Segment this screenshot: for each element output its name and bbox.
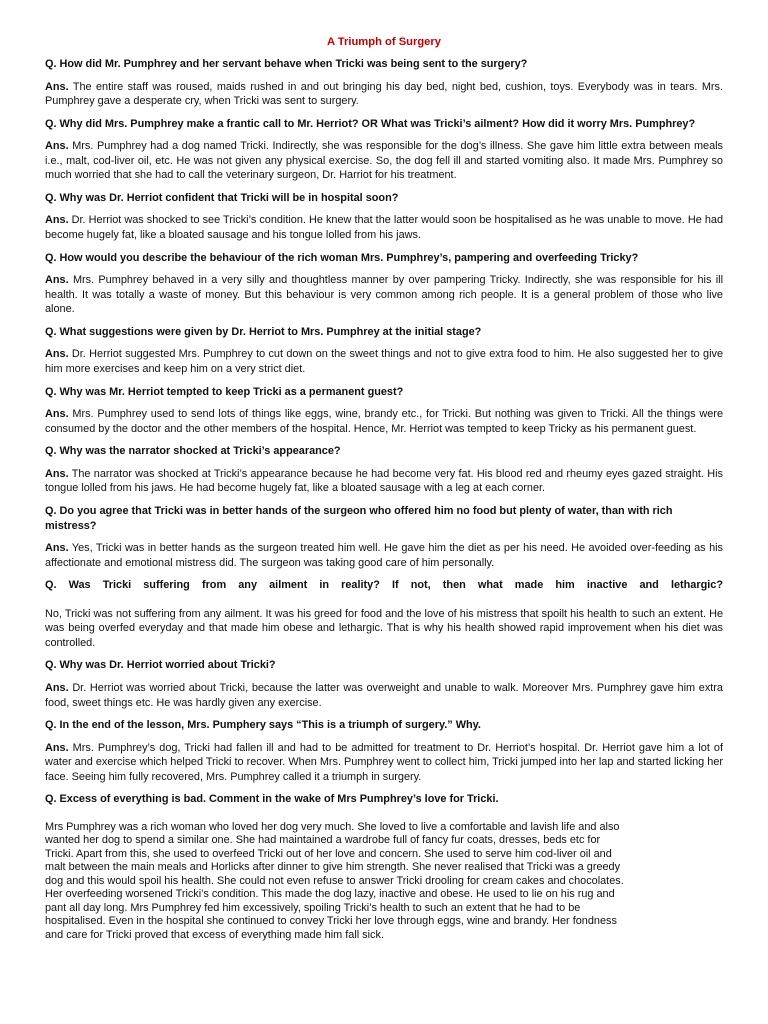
question: Q. How would you describe the behaviour of the rich woman Mrs. Pumphrey’s, pampering and overfeeding Tricky? [45, 251, 639, 264]
answer-text: Dr. Herriot suggested Mrs. Pumphrey to cut down on the sweet things and not to give extra food to him. He also suggested her to give him more exercises and keep him on a very strict diet. [45, 348, 723, 376]
answer-text: Mrs. Pumphrey behaved in a very silly and thoughtless manner by over pampering Tricky. Indirectly, she was responsible for his ill health. It was totally a waste of money. But this behaviour is very common among rich people. It is a general problem of those who live alone. [45, 274, 723, 316]
answer-text: Yes, Tricki was in better hands as the surgeon treated him well. He gave him the diet as per his need. He avoided over-feeding as his affectionate and emotional mistress did. The surgeon was taking good care of him personally. [45, 542, 723, 569]
answer [45, 741, 723, 785]
answer-line: malt between the main meals and Horlicks after dinner to give him strength. She never realised that Tricki was a greedy [45, 861, 621, 874]
qa-block-2 [45, 117, 723, 183]
answer-text: Mrs. Pumphrey’s dog, Tricki had fallen ill and had to be admitted for treatment to Dr. Herriot’s hospital. Dr. Herriot gave him a lot of water and exercise which helped Tricki to recover. When Mrs. Pumphrey went to collect him, Tricki jumped into her lap and started licking her face. Seeing him fully recovered, Mrs. Pumphrey called it a triumph in surgery. [45, 741, 723, 783]
question: Q. Why was Dr. Herriot confident that Tricki will be in hospital soon? [45, 191, 399, 204]
qa-block-9 [45, 578, 723, 650]
answer [45, 467, 723, 496]
qa-block-3 [45, 191, 723, 243]
question: Q. Excess of everything is bad. Comment in the wake of Mrs Pumphrey’s love for Tricki. [45, 793, 499, 806]
answer [45, 139, 723, 183]
question: Q. Why did Mrs. Pumphrey make a frantic call to Mr. Herriot? OR What was Tricki’s ailment? How did it worry Mrs. Pumphrey? [45, 117, 696, 130]
document-title: A Triumph of Surgery [327, 36, 441, 48]
qa-block-6 [45, 385, 723, 437]
answer [45, 541, 723, 570]
answer-label: Ans. [45, 348, 69, 361]
question: Q. Do you agree that Tricki was in better hands of the surgeon who offered him no food but plenty of water, than with rich mistress? [45, 505, 673, 532]
answer-label: Ans. [45, 274, 69, 287]
answer-text: Dr. Herriot was shocked to see Tricki’s condition. He knew that the latter would soon be hospitalised as he was unable to move. He had become hugely fat, like a bloated sausage and his tongue lolled from his jaws. [45, 214, 723, 242]
question: Q. In the end of the lesson, Mrs. Pumphery says “This is a triumph of surgery.” Why. [45, 719, 481, 732]
answer-label: Ans. [45, 80, 69, 93]
answer: No, Tricki was not suffering from any ailment. It was his greed for food and the love of his mistress that spoilt his health to such an extent. He was being overfed everyday and that made him obese and lethargic. That is why his health showed rapid improvement when his diet was controlled. [45, 607, 723, 649]
qa-block-11 [45, 718, 723, 784]
qa-block-12 [45, 792, 723, 942]
answer-label: Ans. [45, 140, 69, 153]
question: Q. Why was Dr. Herriot worried about Tricki? [45, 659, 276, 672]
answer [45, 213, 723, 242]
answer-label: Ans. [45, 214, 69, 227]
answer-line: and care for Tricki proved that excess of everything made him fall sick. [45, 928, 384, 941]
answer-text: Mrs. Pumphrey used to send lots of things like eggs, wine, brandy etc., for Tricki. But nothing was given to Tricki. All the things were consumed by the doctor and the other members of the hospital. Hence, Mr. Herriot was tempted to keep Tricky as his permanent guest. [45, 408, 723, 435]
qa-block-5 [45, 325, 723, 377]
answer-label: Ans. [45, 542, 69, 554]
qa-block-8 [45, 504, 723, 570]
answer-line: Tricki. Apart from this, she used to overfeed Tricki out of her love and concern. She used to serve him cod-liver oil and [45, 847, 612, 860]
qa-block-4 [45, 251, 723, 317]
question: Q. What suggestions were given by Dr. Herriot to Mrs. Pumphrey at the initial stage? [45, 325, 482, 338]
answer-line: wanted her dog to spend a similar one. She had maintained a wardrobe full of fancy fur coats, dresses, beds etc for [45, 834, 601, 847]
answer [45, 347, 723, 376]
qa-block-10 [45, 658, 723, 710]
answer-label: Ans. [45, 408, 69, 421]
question: Q. Why was the narrator shocked at Tricki’s appearance? [45, 445, 341, 458]
answer-line: pant all day long. Mrs Pumphrey fed him excessively, spoiling Tricki’s health to such an extent that he had to be [45, 901, 581, 914]
answer-label: Ans. [45, 681, 69, 694]
answer [45, 273, 723, 317]
question: Q. Why was Mr. Herriot tempted to keep Tricki as a permanent guest? [45, 385, 404, 398]
answer-label: Ans. [45, 467, 69, 480]
answer [45, 681, 723, 710]
answer-line: hospitalised. Even in the hospital she continued to convey Tricki her love through eggs, wine and brandy. Her fondness [45, 915, 617, 928]
answer-text: The narrator was shocked at Tricki’s appearance because he had become very fat. His blood red and rheumy eyes gazed straight. His tongue lolled from his jaws. He had become hugely fat, like a bloated sausage with a leg at each corner. [45, 467, 723, 495]
question: Q. Was Tricki suffering from any ailment in reality? If not, then what made him inactive and lethargic? [45, 579, 723, 592]
answer-line: Mrs Pumphrey was a rich woman who loved her dog very much. She loved to live a comfortable and lavish life and also [45, 820, 620, 833]
qa-block-1 [45, 57, 723, 109]
qa-block-7 [45, 444, 723, 496]
answer [45, 407, 723, 436]
answer [45, 80, 723, 109]
answer-text: The entire staff was roused, maids rushed in and out bringing his day bed, night bed, cushion, toys. Everybody was in tears. Mrs. Pumphrey gave a desperate cry, when Tricki was sent to surgery. [45, 80, 723, 108]
answer-label: Ans. [45, 741, 69, 754]
answer-line: dog and this would spoil his health. She could not even refuse to answer Tricki drooling for cream cakes and chocolates. [45, 874, 624, 887]
answer-text: Dr. Herriot was worried about Tricki, because the latter was overweight and unable to walk. Moreover Mrs. Pumphrey gave him extra food, sweet things etc. He was hardly given any exercise. [45, 681, 723, 709]
answer [45, 821, 723, 943]
question: Q. How did Mr. Pumphrey and her servant behave when Tricki was being sent to the surgery? [45, 58, 528, 70]
answer-line: Her overfeeding worsened Tricki’s condition. This made the dog lazy, inactive and obese. He used to lie on his rug and [45, 888, 615, 901]
answer-text: Mrs. Pumphrey had a dog named Tricki. Indirectly, she was responsible for the dog’s illness. She gave him little extra between meals i.e., malt, cod-liver oil, etc. He was not given any physical exercise. So, the dog fell ill and started vomiting also. It made Mrs. Pumphrey so much worried that she had to call the veterinary surgeon, Dr. Harriot for his treatment. [45, 140, 723, 182]
